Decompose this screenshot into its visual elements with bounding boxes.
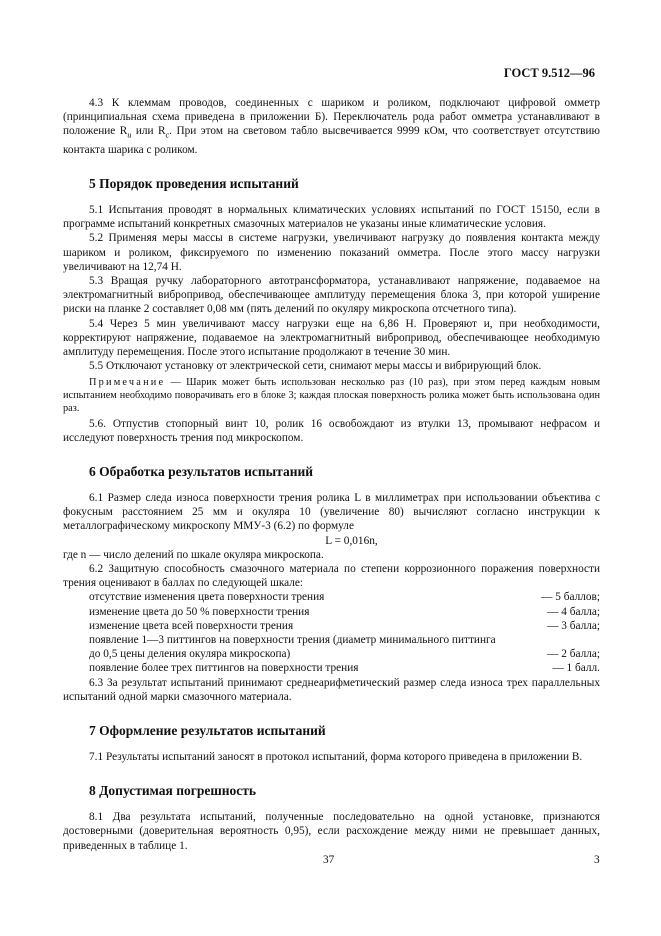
section-6-heading: 6 Обработка результатов испытаний (89, 463, 314, 479)
scale-row: появление 1—3 питтингов на поверхности трения (диаметр минимального питтинга (89, 633, 496, 646)
paragraph-5-2: 5.2 Применяя меры массы в системе нагрузки, увеличивают нагрузку до появления контакта между шариком и роликом, фиксируемого по изменению показаний омметра. После этого массу нагрузки увеличивают на 12,74 Н. (63, 232, 600, 273)
note-text: — Шарик может быть использован несколько раз (10 раз), при этом перед каждым новым испытанием необходимо поворачивать его в блоке 3; каждая плоская поверхность ролика может быть использована один раз. (63, 376, 600, 414)
paragraph-8-1: 8.1 Два результата испытаний, полученные последовательно на одной установке, признаются достоверными (доверительная вероятность 0,95), если расхождение между ними не превышает данных, приведенных в таблице 1. (63, 811, 600, 852)
section-7-heading: 7 Оформление результатов испытаний (89, 722, 326, 738)
paragraph-5-5: 5.5 Отключают установку от электрической сети, снимают меры массы и вибрирующий блок. (89, 360, 542, 373)
scale-row: появление более трех питтингов на поверхности трения — 1 балл. (89, 662, 600, 675)
paragraph-5-3: 5.3 Вращая ручку лабораторного автотрансформатора, устанавливают напряжение, подаваемое на электромагнитный вибропривод, обеспечивающее амплитуду перемещения блока 3, при которой уширение риски на планке 2 составляет 0,08 мм (пять делений по окуляру микроскопа отсчетного типа). (63, 275, 600, 316)
paragraph-5-4: 5.4 Через 5 мин увеличивают массу нагрузки еще на 6,86 Н. Проверяют и, при необходимости, корректируют напряжение, подаваемое на электромагнитный вибропривод, обеспечивающее необходимую амплитуду перемещения. После этого испытание продолжают в течение 30 мин. (63, 317, 600, 359)
formula-explanation: где n — число делений по шкале окуляра микроскопа. (63, 548, 324, 561)
formula: L = 0,016n, (325, 534, 378, 547)
scale-row: до 0,5 цены деления окуляра микроскопа) — 2 балла; (89, 648, 600, 661)
page-number-center: 37 (323, 854, 335, 866)
paragraph-6-3: 6.3 За результат испытаний принимают среднеарифметический размер следа износа трех параллельных испытаний одной марки смазочного материала. (63, 676, 600, 703)
paragraph-5-1: 5.1 Испытания проводят в нормальных климатических условиях испытаний по ГОСТ 15150, если в программе испытаний конкретных смазочных материалов не указаны иные климатические условия. (63, 204, 600, 231)
paragraph-5-6: 5.6. Отпустив стопорный винт 10, ролик 16 освобождают из втулки 13, промывают нефрасом и исследуют поверхность трения под микроскопом. (63, 417, 600, 444)
note-label: Примечание (89, 376, 166, 388)
corrosion-scale (89, 590, 600, 675)
note (63, 376, 600, 415)
page-number-right: 3 (594, 854, 600, 866)
document-code: ГОСТ 9.512—96 (503, 66, 595, 80)
paragraph-6-2: 6.2 Защитную способность смазочного материала по степени коррозионного поражения поверхности трения оценивают в баллах по следующей шкале: (63, 562, 600, 590)
section-5-heading: 5 Порядок проведения испытаний (89, 176, 299, 192)
scale-row: отсутствие изменения цвета поверхности трения — 5 баллов; (89, 591, 600, 604)
section-8-heading: 8 Допустимая погрешность (89, 783, 257, 799)
paragraph-6-1: 6.1 Размер следа износа поверхности трения ролика L в миллиметрах при использовании объектива с фокусным расстоянием 25 мм и окуляра 10 (увеличение 80) вычисляют согласно инструкции к металлографическому микроскопу ММУ-3 (6.2) по формуле (63, 491, 600, 533)
scale-row: изменение цвета до 50 % поверхности трения — 4 балла; (89, 605, 600, 618)
paragraph-7-1: 7.1 Результаты испытаний заносят в протокол испытаний, форма которого приведена в приложении В. (89, 750, 583, 763)
paragraph-4-3: 4.3 К клеммам проводов, соединенных с шариком и роликом, подключают цифровой омметр (принципиальная схема приведена в приложении Б). Переключатель рода работ омметра устанавливают в положение $R_и$ или $R_с$. При этом на световом табло высвечивается 9999 кОм, что соответствует отсутствию контакта шарика с роликом. (63, 97, 601, 156)
page-body (63, 96, 600, 853)
scale-row: изменение цвета всей поверхности трения — 3 балла; (89, 619, 600, 632)
